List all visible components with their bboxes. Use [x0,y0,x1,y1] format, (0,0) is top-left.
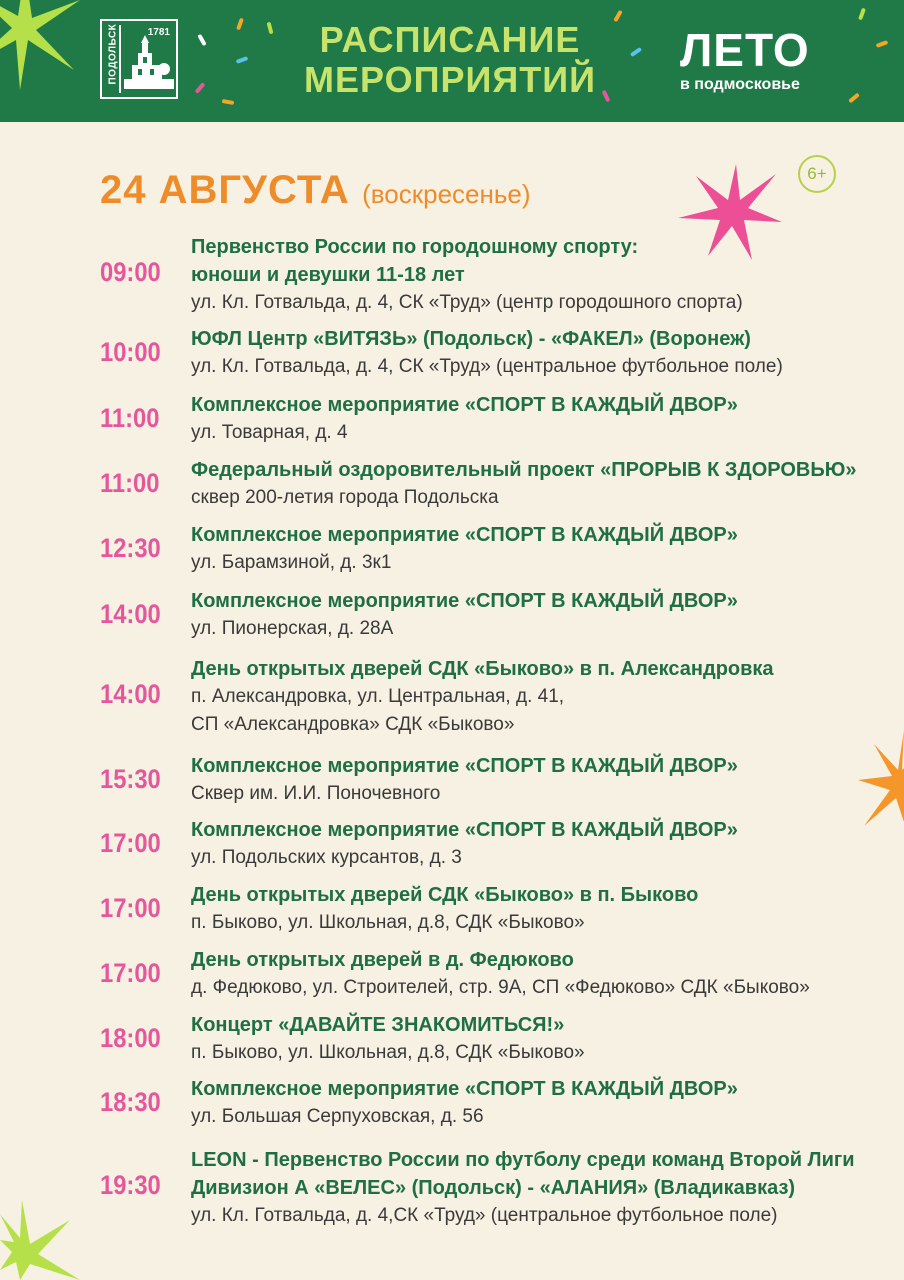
event-place: д. Федюково, ул. Строителей, стр. 9А, СП «Федюково» СДК «Быково» [191,977,810,998]
event-place: п. Александровка, ул. Центральная, д. 41, [191,686,565,707]
event-item [100,816,890,872]
confetti-decoration [630,47,642,57]
confetti-decoration [848,93,860,104]
event-item [100,1075,890,1131]
event-title: Комплексное мероприятие «СПОРТ В КАЖДЫЙ ДВОР» [191,819,738,841]
logo-city-name: ПОДОЛЬСК [107,23,119,85]
city-logo [100,19,178,99]
event-title: ЮФЛ Центр «ВИТЯЗЬ» (Подольск) - «ФАКЕЛ» (Воронеж) [191,328,751,350]
brand-logo-main: ЛЕТО [680,24,810,76]
confetti-decoration [858,8,866,21]
event-title: Концерт «ДАВАЙТЕ ЗНАКОМИТЬСЯ!» [191,1014,565,1036]
event-time: 19:30 [100,1170,161,1200]
event-place: Сквер им. И.И. Поночевного [191,783,441,804]
event-time: 10:00 [100,337,161,367]
event-item [100,391,890,447]
event-place: ул. Подольских курсантов, д. 3 [191,847,462,868]
event-time: 14:00 [100,599,161,629]
event-item [100,233,890,317]
header-title-line1: РАСПИСАНИЕ [319,19,581,60]
event-place: п. Быково, ул. Школьная, д.8, СДК «Быково» [191,912,585,933]
event-place: ул. Кл. Готвальда, д. 4, СК «Труд» (центральное футбольное поле) [191,356,783,377]
event-title: День открытых дверей СДК «Быково» в п. Александровка [191,658,774,680]
event-item [100,1011,890,1067]
event-place: сквер 200-летия города Подольска [191,487,499,508]
brand-logo-subtitle: в подмосковье [680,76,800,93]
age-rating-badge: 6+ [798,155,836,193]
confetti-decoration [222,99,235,105]
event-place: ул. Барамзиной, д. 3к1 [191,552,392,573]
confetti-decoration [197,34,206,46]
event-time: 18:00 [100,1023,161,1053]
event-item [100,752,890,808]
green-star-icon [0,1200,80,1280]
event-title: Комплексное мероприятие «СПОРТ В КАЖДЫЙ ДВОР» [191,1078,738,1100]
church-icon [124,35,174,91]
event-item [100,521,890,577]
confetti-decoration [195,82,206,94]
event-item [100,655,890,739]
event-place: п. Быково, ул. Школьная, д.8, СДК «Быково» [191,1042,585,1063]
event-time: 15:30 [100,764,161,794]
confetti-decoration [236,18,244,31]
event-place: ул. Кл. Готвальда, д. 4, СК «Труд» (центр городошного спорта) [191,292,743,313]
header-title-line2: МЕРОПРИЯТИЙ [304,59,596,100]
header-banner [0,0,904,122]
event-title: Комплексное мероприятие «СПОРТ В КАЖДЫЙ ДВОР» [191,394,738,416]
confetti-decoration [236,56,249,64]
event-time: 11:00 [100,468,160,498]
event-place: ул. Кл. Готвальда, д. 4,СК «Труд» (центральное футбольное поле) [191,1205,778,1226]
event-title: Комплексное мероприятие «СПОРТ В КАЖДЫЙ ДВОР» [191,590,738,612]
event-item [100,456,890,512]
star-burst-icon [0,0,80,90]
event-item [100,946,890,1002]
date-main: 24 АВГУСТА [100,168,350,212]
event-title: Комплексное мероприятие «СПОРТ В КАЖДЫЙ ДВОР» [191,755,738,777]
logo-year: 1781 [147,27,170,38]
date-heading [100,168,531,218]
event-place: ул. Большая Серпуховская, д. 56 [191,1106,484,1127]
confetti-decoration [876,40,889,48]
event-title: Комплексное мероприятие «СПОРТ В КАЖДЫЙ ДВОР» [191,524,738,546]
event-time: 17:00 [100,828,161,858]
event-place: ул. Товарная, д. 4 [191,422,348,443]
header-title [280,20,620,100]
logo-divider [119,25,121,93]
event-title: Федеральный оздоровительный проект «ПРОРЫВ К ЗДОРОВЬЮ» [191,459,857,481]
event-title: Дивизион А «ВЕЛЕС» (Подольск) - «АЛАНИЯ» (Владикавказ) [191,1177,796,1199]
event-time: 18:30 [100,1087,161,1117]
event-title: LEON - Первенство России по футболу среди команд Второй Лиги [191,1149,855,1171]
date-weekday: (воскресенье) [362,179,531,209]
event-place: ул. Пионерская, д. 28А [191,618,394,639]
event-place: СП «Александровка» СДК «Быково» [191,714,515,735]
event-time: 14:00 [100,679,161,709]
event-time: 09:00 [100,257,161,287]
confetti-decoration [267,22,274,35]
event-title: День открытых дверей СДК «Быково» в п. Быково [191,884,699,906]
event-time: 17:00 [100,958,161,988]
event-item [100,587,890,643]
event-title: День открытых дверей в д. Федюково [191,949,574,971]
event-item [100,1146,890,1230]
event-title: юноши и девушки 11-18 лет [191,264,465,286]
event-item [100,881,890,937]
event-item [100,325,890,381]
event-title: Первенство России по городошному спорту: [191,236,639,258]
event-time: 17:00 [100,893,161,923]
event-time: 11:00 [100,403,160,433]
event-time: 12:30 [100,533,161,563]
